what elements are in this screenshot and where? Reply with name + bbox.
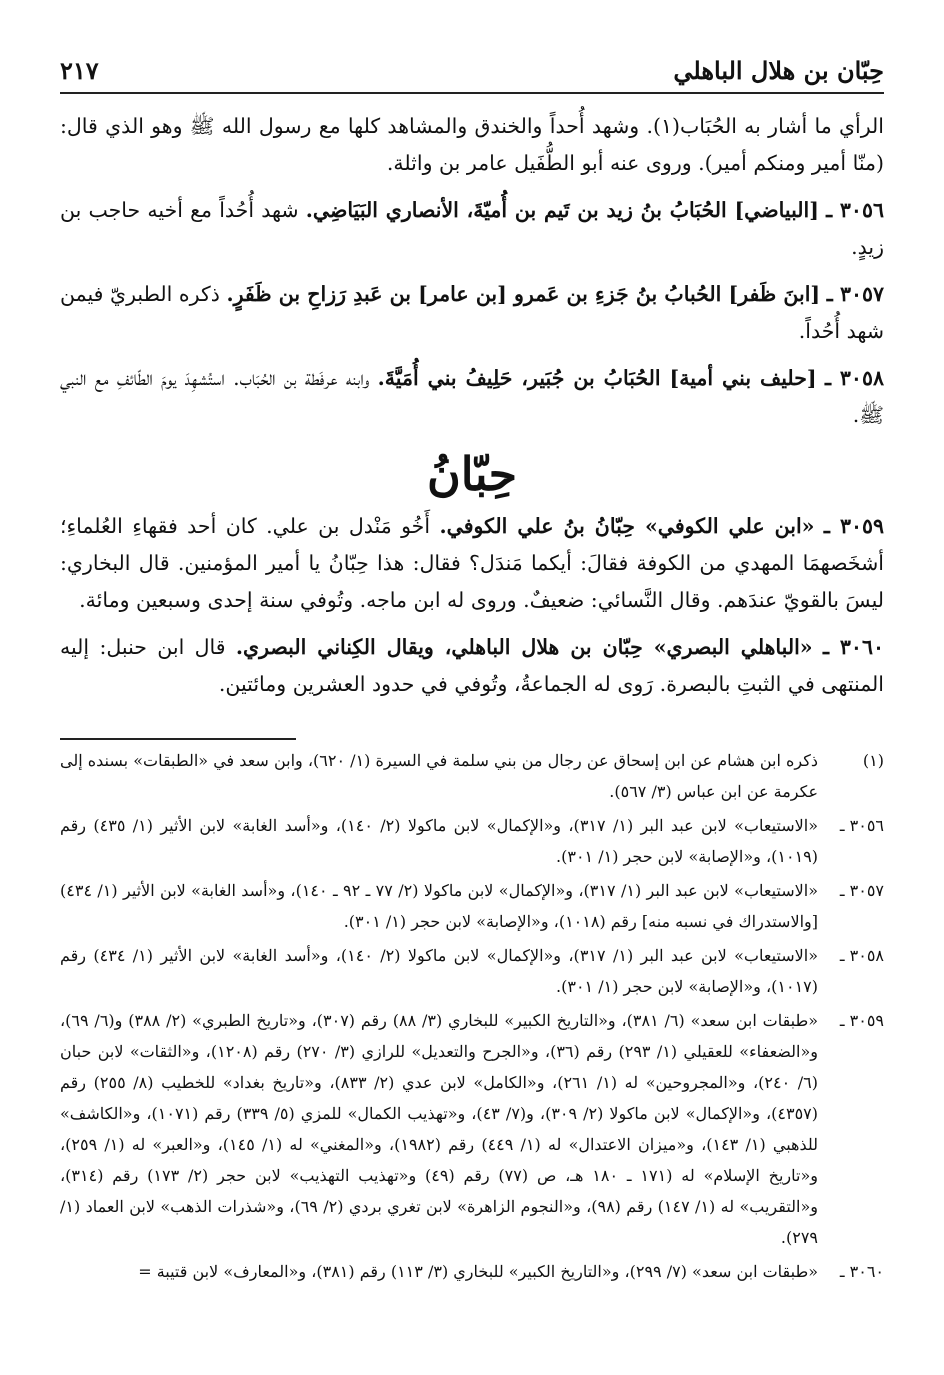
- main-text-continued: [60, 508, 884, 713]
- footnote-number: ٣٠٥٧ ـ: [839, 881, 884, 900]
- entry-text: قال ابن حنبل: إليه المنتهى في الثبتِ بالبصرة. رَوى له الجماعةُ، وتُوفي في حدود العشرين ومائتين.: [60, 635, 884, 696]
- footnote-text: «الاستيعاب» لابن عبد البر (١/ ٣١٧)، و«الإكمال» لابن ماكولا (٢/ ٧٧ ـ ٩٢ ـ ١٤٠)، و«أسد الغابة» لابن الأثير (١/ ٤٣٤) [والاستدراك في نسبه منه] رقم (١٠١٨)، و«الإصابة» لابن حجر (١/ ٣٠١).: [60, 881, 819, 931]
- entry-number: ٣٠٥٦ ـ: [826, 198, 884, 222]
- section-heading: حِبّانُ: [426, 447, 518, 501]
- footnote-text: ذكره ابن هشام عن ابن إسحاق عن رجال من بني سلمة في السيرة (١/ ٦٢٠)، وابن سعد في «الطبقات» بسنده إلى عكرمة عن ابن عباس (٣/ ٥٦٧).: [60, 751, 819, 801]
- entry-heading: «الباهلي البصري» حِبّان بن هلال الباهلي، ويقال الكِناني البصري.: [235, 635, 813, 659]
- footnote-number: (١): [862, 751, 884, 770]
- entry-3059: [60, 508, 884, 619]
- footnote: [60, 745, 884, 807]
- entry-text: ذكره الطبريّ فيمن شهد أُحُداً.: [60, 282, 884, 343]
- footnote-number: ٣٠٥٩ ـ: [839, 1011, 884, 1030]
- footnote-number: ٣٠٦٠ ـ: [839, 1262, 884, 1281]
- footnote-text: «طبقات ابن سعد» (٦/ ٣٨١)، و«التاريخ الكبير» للبخاري (٣/ ٨٨) رقم (٣٠٧)، و«تاريخ الطبري» (٢/ ٣٨٨) و(٦/ ٦٩)، و«الضعفاء» للعقيلي (١/ ٢٩٣) رقم (٣٦)، و«الجرح والتعديل» للرازي (٣/ ٢٧٠) رقم (١٢٠٨)، و«الثقات» لابن حبان (٦/ ٢٤٠)، و«المجروحين» له (١/ ٢٦١)، و«الكامل» لابن عدي (٢/ ٨٣٣)، و«تاريخ بغداد» للخطيب (٨/ ٢٥٥) رقم (٤٣٥٧)، و«الإكمال» لابن ماكولا (٢/ ٣٠٩)، و(٧/ ٤٣)، و«تهذيب الكمال» للمزي (٥/ ٣٣٩) رقم (١٠٧١)، و«الكاشف» للذهبي (١/ ١٤٣)، و«ميزان الاعتدال» له (١/ ٤٤٩) رقم (١٩٨٢)، و«المغني» له (١/ ١٤٥)، و«العبر» له (١/ ٢٥٩)، و«تاريخ الإسلام» له (١٧١ ـ ١٨٠ هـ، ص (٧٧) رقم (٤٩) و«تهذيب التهذيب» لابن حجر (٢/ ١٧٣) رقم (٣١٤)، و«التقريب» له (١/ ١٤٧) رقم (٩٨)، و«النجوم الزاهرة» لابن تغري بردي (٢/ ٦٩)، و«شذرات الذهب» لابن العماد (١/ ٢٧٩).: [60, 1011, 819, 1247]
- footnotes: [60, 745, 884, 1290]
- footnote-text: «الاستيعاب» لابن عبد البر (١/ ٣١٧)، و«الإكمال» لابن ماكولا (٢/ ١٤٠)، و«أسد الغابة» لابن الأثير (١/ ٤٣٥) رقم (١٠١٩)، و«الإصابة» لابن حجر (١/ ٣٠١).: [60, 816, 818, 866]
- footnote: [60, 1005, 884, 1253]
- entry-heading: [ابنَ ظَفر] الحُبابُ بنُ جَزءِ بن عَمرو [بن عامر] بن عَبدِ رَزاحِ بن ظَفَرٍ.: [226, 282, 821, 306]
- footnote-text: «طبقات ابن سعد» (٧/ ٢٩٩)، و«التاريخ الكبير» للبخاري (٣/ ١١٣) رقم (٣٨١)، و«المعارف» لابن قتيبة =: [138, 1262, 818, 1281]
- entry-heading: [البياضي] الحُبَابُ بنُ زيد بن تَيم بن أُميّةَ، الأنصاري البَيَاضِي.: [305, 198, 819, 222]
- entry-3056: [60, 192, 884, 266]
- entry-text: شهد أُحُداً مع أخيه حاجب بن زيدٍ.: [60, 198, 884, 259]
- entry-number: ٣٠٥٩ ـ: [823, 514, 884, 538]
- footnote: [60, 940, 884, 1002]
- entry-number: ٣٠٥٧ ـ: [826, 282, 884, 306]
- entry-number: ٣٠٥٨ ـ: [824, 366, 884, 390]
- entry-text: وابنه عرفَطة بن الحُبَاب. استُشهِدَ يومَ الطّائفِ مع النبي ﷺ.: [60, 366, 884, 427]
- entry-3057: [60, 276, 884, 350]
- footnote: [60, 810, 884, 872]
- entry-3060: [60, 629, 884, 703]
- entry-heading: «ابن علي الكوفي» حِبّانُ بنُ علي الكوفي.: [439, 514, 815, 538]
- running-header: [60, 52, 884, 94]
- intro-paragraph: الرأي ما أشار به الحُبَاب(١). وشهد أُحداً والخندق والمشاهد كلها مع رسول الله ﷺ وهو الذي قال: (منّا أمير ومنكم أمير). وروى عنه أبو الطُّفَيل عامر بن واثلة.: [60, 114, 885, 175]
- footnote-separator: [60, 738, 296, 740]
- entry-3058: [60, 360, 884, 434]
- footnote: [60, 875, 884, 937]
- main-text: [60, 108, 884, 444]
- running-title: حِبّان بن هلال الباهلي: [673, 56, 884, 85]
- footnote-number: ٣٠٥٦ ـ: [839, 816, 884, 835]
- entry-text: أَخُو مَنْدل بن علي. كان أحد فقهاءِ العُلماءِ؛ أشخَصهمَا المهدي من الكوفة فقالَ: أيكما مَندَل؟ فقال: هذا حِبّانُ يا أمير المؤمنين. قال البخاري: ليسَ بالقويّ عندَهم. وقال النَّسائي: ضعيفٌ. وروى له ابن ماجه. وتُوفي سنة إحدى وسبعين ومائة.: [60, 514, 884, 612]
- footnote-number: ٣٠٥٨ ـ: [839, 946, 884, 965]
- entry-number: ٣٠٦٠ ـ: [822, 635, 884, 659]
- page-number: ٢١٧: [60, 56, 99, 85]
- footnote-text: «الاستيعاب» لابن عبد البر (١/ ٣١٧)، و«الإكمال» لابن ماكولا (٢/ ١٤٠)، و«أسد الغابة» لابن الأثير (١/ ٤٣٤) رقم (١٠١٧)، و«الإصابة» لابن حجر (١/ ٣٠١).: [60, 946, 818, 996]
- footnote: [60, 1256, 884, 1287]
- entry-heading: [حليف بني أمية] الحُبَابُ بن جُبَير، حَلِيفُ بني أُمَيَّةَ.: [377, 366, 817, 390]
